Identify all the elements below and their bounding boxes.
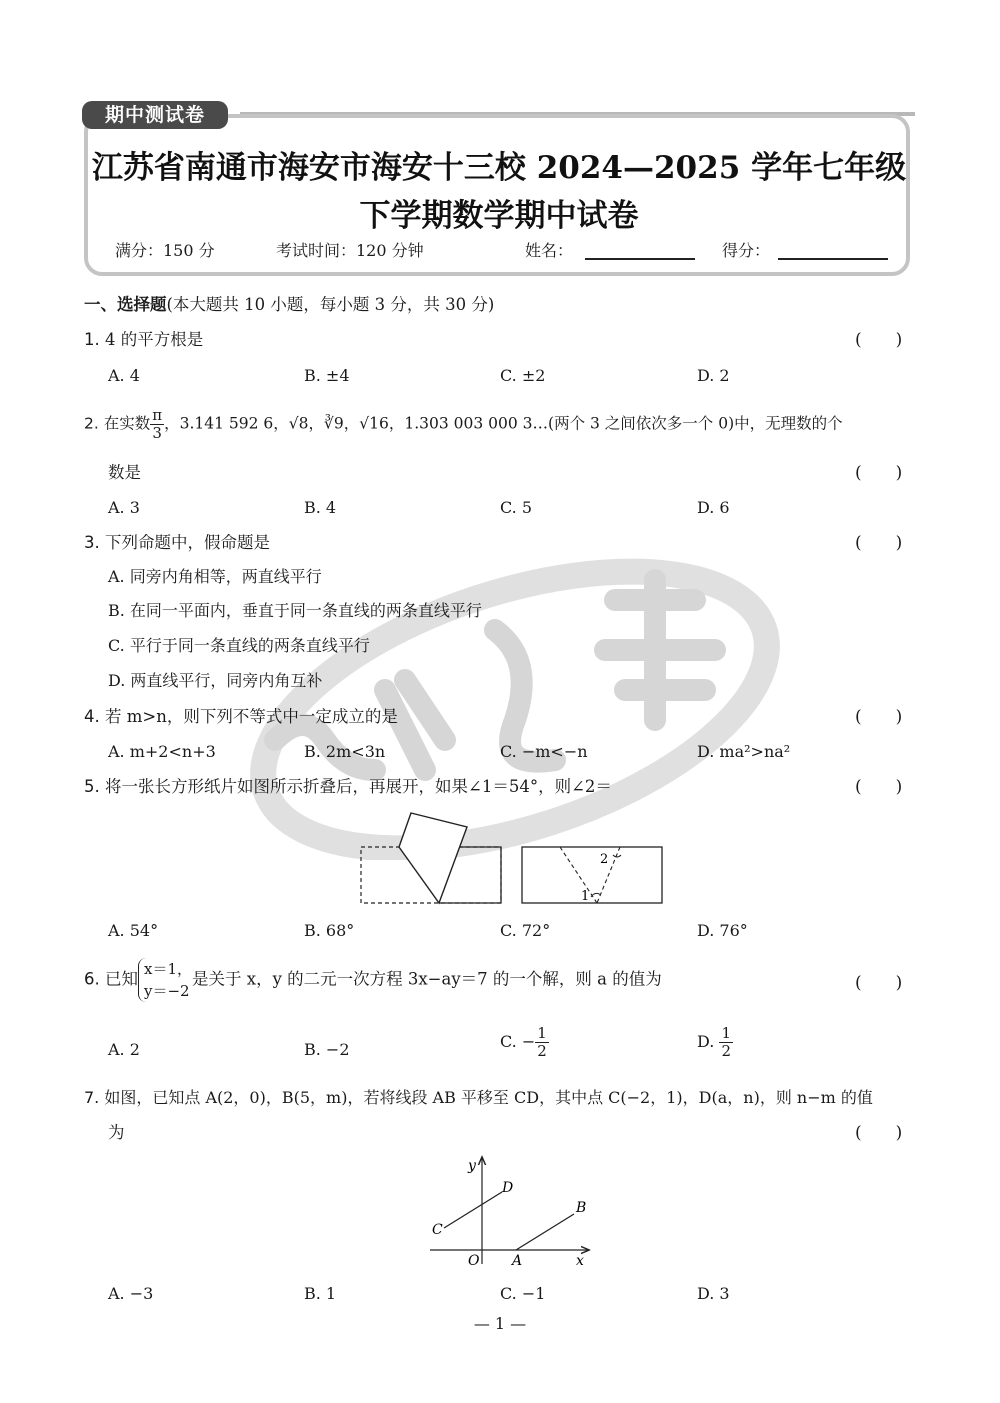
- question-text: 如图，已知点 A(2，0)，B(5，m)，若将线段 AB 平移至 CD，其中点 C(−2，1)，D(a，n)，则 n−m 的值: [104, 1088, 873, 1107]
- fraction-numerator: π: [152, 406, 163, 424]
- question-text: 若 m>n，则下列不等式中一定成立的是: [105, 707, 398, 726]
- option-prefix: D.: [697, 1032, 720, 1051]
- question-text: 将一张长方形纸片如图所示折叠后，再展开，如果∠1＝54°，则∠2＝: [105, 777, 612, 796]
- q2-option-b[interactable]: B. 4: [304, 498, 337, 517]
- exam-title-line1: 江苏省南通市海安市海安十三校 2024—2025 学年七年级: [91, 150, 907, 186]
- question-number: 3.: [84, 533, 100, 552]
- fraction-denominator: 3: [152, 424, 162, 442]
- segment-cd: [444, 1192, 502, 1228]
- point-d-label: D: [502, 1180, 514, 1196]
- fold-figure: [355, 805, 675, 910]
- q6-option-a[interactable]: A. 2: [108, 1040, 140, 1059]
- q2-option-c[interactable]: C. 5: [500, 498, 533, 517]
- q3-option-a[interactable]: A. 同旁内角相等，两直线平行: [108, 567, 322, 586]
- question-number: 1.: [84, 330, 100, 349]
- question-2: [84, 408, 843, 441]
- answer-paren-5[interactable]: ( ): [855, 777, 903, 797]
- half-fraction: [719, 1026, 733, 1059]
- question-text: 是关于 x，y 的二元一次方程 3x−ay＝7 的一个解，则 a 的值为: [192, 969, 662, 989]
- system-eq-1: x＝1，: [144, 960, 193, 978]
- fraction-numerator: 1: [721, 1024, 731, 1042]
- section-title: 一、选择题: [84, 295, 167, 314]
- question-3: [84, 532, 270, 554]
- score-label: 得分：: [722, 241, 771, 260]
- point-a-label: A: [512, 1253, 523, 1269]
- q1-option-c[interactable]: C. ±2: [500, 366, 546, 385]
- question-4: [84, 706, 398, 728]
- q2-option-a[interactable]: A. 3: [108, 498, 140, 517]
- q6-option-c[interactable]: [500, 1026, 549, 1059]
- score-field[interactable]: [778, 258, 888, 260]
- fraction-denominator: 2: [721, 1042, 731, 1060]
- segment-ab: [516, 1214, 574, 1250]
- answer-paren-4[interactable]: ( ): [855, 707, 903, 727]
- x-axis-label: x: [576, 1253, 584, 1269]
- q1-option-b[interactable]: B. ±4: [304, 366, 350, 385]
- answer-paren-3[interactable]: ( ): [855, 533, 903, 553]
- q4-option-a[interactable]: A. m+2<n+3: [108, 742, 216, 761]
- question-text-pre: 已知: [105, 969, 138, 989]
- section-heading: [84, 294, 494, 316]
- q5-option-a[interactable]: A. 54°: [108, 921, 159, 940]
- q3-option-b[interactable]: B. 在同一平面内，垂直于同一条直线的两条直线平行: [108, 601, 482, 620]
- half-fraction: [535, 1026, 549, 1059]
- q5-option-b[interactable]: B. 68°: [304, 921, 355, 940]
- q4-option-d[interactable]: D. ma²>na²: [697, 742, 791, 761]
- question-5: [84, 776, 612, 798]
- full-score: 满分：150 分: [115, 241, 215, 260]
- q6-option-b[interactable]: B. −2: [304, 1040, 350, 1059]
- question-7: [84, 1087, 873, 1109]
- point-b-label: B: [576, 1200, 587, 1216]
- q5-option-d[interactable]: D. 76°: [697, 921, 748, 940]
- page-number: — 1 —: [473, 1314, 527, 1333]
- q6-option-d[interactable]: [697, 1026, 733, 1059]
- question-2-cont: 数是: [108, 463, 141, 482]
- q2-option-d[interactable]: D. 6: [697, 498, 730, 517]
- q1-option-a[interactable]: A. 4: [108, 366, 140, 385]
- q3-option-c[interactable]: C. 平行于同一条直线的两条直线平行: [108, 636, 370, 655]
- answer-paren-2[interactable]: ( ): [855, 463, 903, 483]
- pi-over-3-fraction: [150, 408, 164, 441]
- q5-option-c[interactable]: C. 72°: [500, 921, 551, 940]
- equation-system: [138, 958, 192, 1002]
- question-6: [84, 958, 662, 1002]
- q1-option-d[interactable]: D. 2: [697, 366, 730, 385]
- question-number: 4.: [84, 707, 100, 726]
- exam-type-tag: 期中测试卷: [82, 101, 228, 129]
- y-axis-label: y: [468, 1158, 476, 1174]
- exam-title-line2: 下学期数学期中试卷: [359, 198, 639, 234]
- question-number: 6.: [84, 969, 100, 989]
- point-c-label: C: [432, 1222, 443, 1238]
- answer-paren-1[interactable]: ( ): [855, 330, 903, 350]
- question-number: 5.: [84, 777, 100, 796]
- q4-option-b[interactable]: B. 2m<3n: [304, 742, 386, 761]
- origin-label: O: [468, 1253, 480, 1269]
- question-7-cont: 为: [108, 1123, 125, 1142]
- q4-option-c[interactable]: C. −m<−n: [500, 742, 588, 761]
- question-number: 2.: [84, 414, 99, 433]
- system-eq-2: y＝−2: [144, 982, 190, 1000]
- option-prefix: C. −: [500, 1032, 536, 1051]
- fraction-denominator: 2: [537, 1042, 547, 1060]
- question-1: [84, 329, 203, 351]
- q7-option-c[interactable]: C. −1: [500, 1284, 546, 1303]
- answer-paren-7[interactable]: ( ): [855, 1123, 903, 1143]
- question-text: 下列命题中，假命题是: [105, 533, 270, 552]
- name-label: 姓名：: [525, 241, 574, 260]
- question-number: 7.: [84, 1088, 100, 1107]
- name-field[interactable]: [585, 258, 695, 260]
- q3-option-d[interactable]: D. 两直线平行，同旁内角互补: [108, 671, 323, 690]
- exam-time: 考试时间：120 分钟: [276, 241, 424, 260]
- answer-paren-6[interactable]: ( ): [855, 973, 903, 993]
- coordinate-figure: [420, 1152, 600, 1270]
- angle-1-label: 1: [581, 889, 590, 904]
- section-note: (本大题共 10 小题，每小题 3 分，共 30 分): [166, 295, 495, 314]
- question-text-pre: 在实数: [103, 414, 151, 433]
- q7-option-b[interactable]: B. 1: [304, 1284, 337, 1303]
- question-text: 4 的平方根是: [105, 330, 204, 349]
- fraction-numerator: 1: [537, 1024, 547, 1042]
- angle-2-label: 2: [600, 852, 609, 867]
- q7-option-d[interactable]: D. 3: [697, 1284, 730, 1303]
- question-text-list: ，3.141 592 6，√8，∛9，√16，1.303 003 000 3…(两个 3 之间依次多一个 0)中，无理数的个: [164, 414, 843, 433]
- q7-option-a[interactable]: A. −3: [108, 1284, 154, 1303]
